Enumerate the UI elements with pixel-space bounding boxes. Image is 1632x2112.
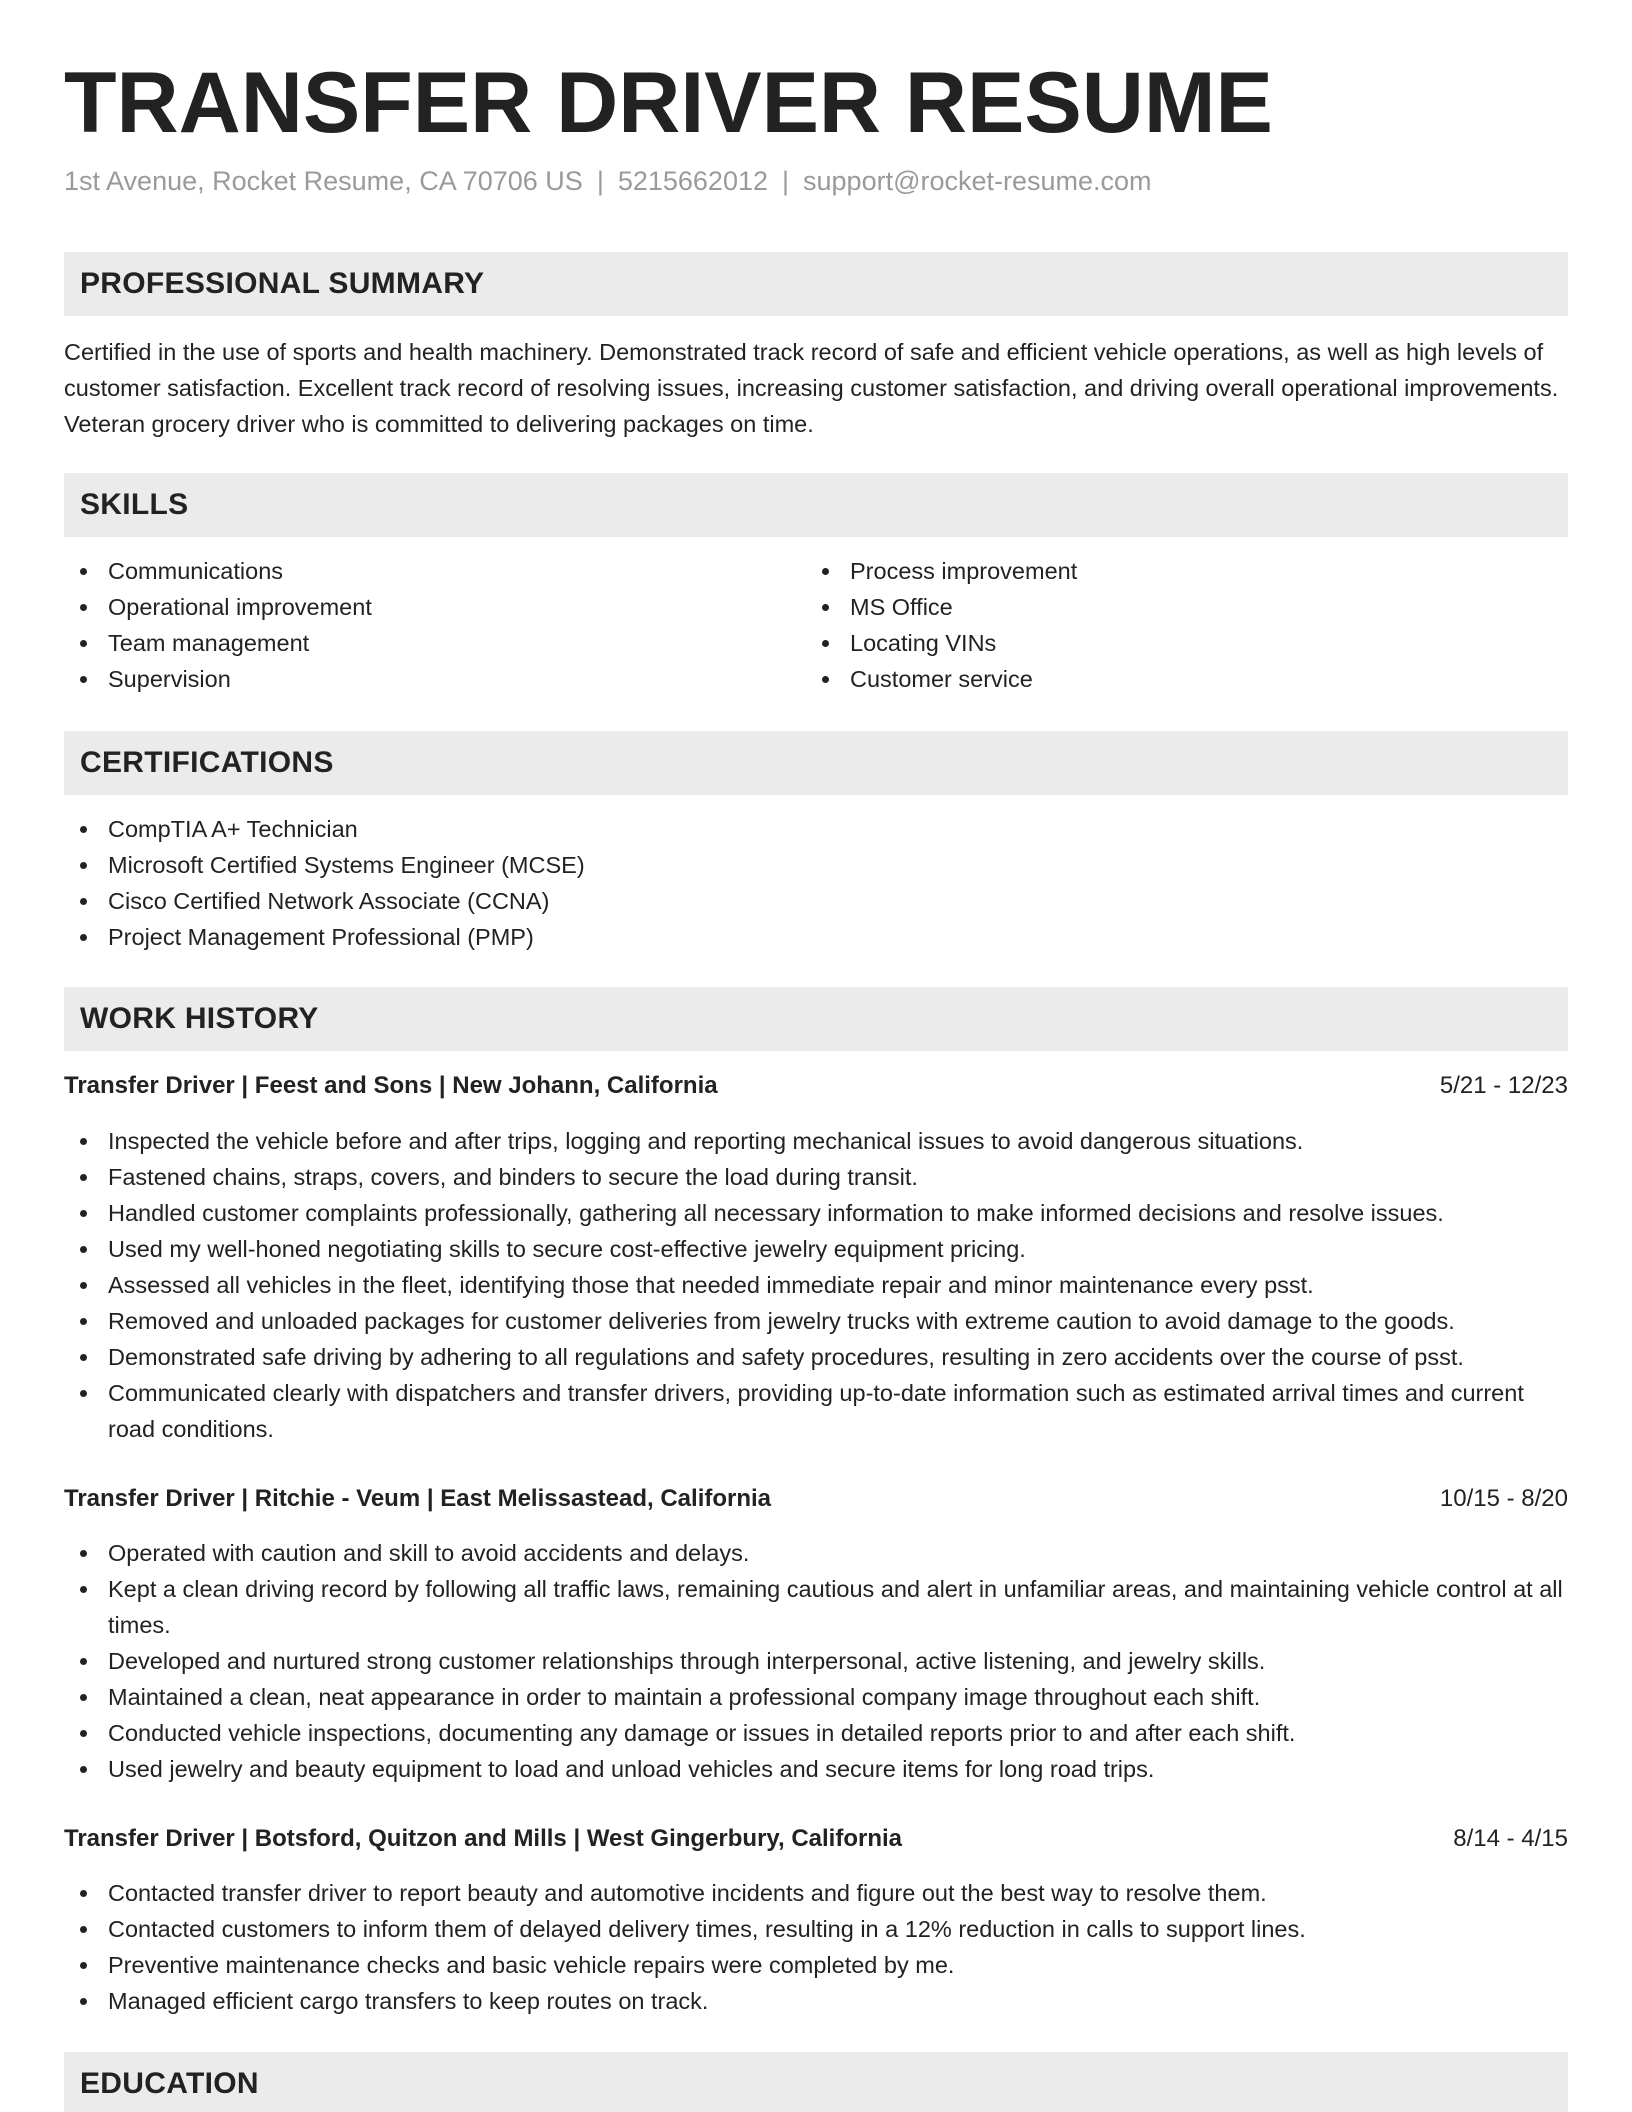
job-bullet: Developed and nurtured strong customer relationships through interpersonal, active listening, and jewelry skills. <box>64 1643 1568 1679</box>
skills-column-left <box>64 553 806 697</box>
skill-item: Customer service <box>806 661 1548 697</box>
job-bullet: Communicated clearly with dispatchers and transfer drivers, providing up-to-date information such as estimated arrival times and current road conditions. <box>64 1375 1568 1447</box>
job-bullet: Used my well-honed negotiating skills to secure cost-effective jewelry equipment pricing. <box>64 1231 1568 1267</box>
summary-text: Certified in the use of sports and health machinery. Demonstrated track record of safe and efficient vehicle operations, as well as high levels of customer satisfaction. Excellent track record of resolving issues, increasing customer satisfaction, and driving overall operational improvements. Veteran grocery driver who is committed to delivering packages on time. <box>64 339 1559 437</box>
job-heading: Transfer Driver | Botsford, Quitzon and Mills | West Gingerbury, California <box>64 1825 902 1852</box>
job-bullet: Assessed all vehicles in the fleet, identifying those that needed immediate repair and minor maintenance every psst. <box>64 1267 1568 1303</box>
job-bullet: Inspected the vehicle before and after trips, logging and reporting mechanical issues to avoid dangerous situations. <box>64 1123 1568 1159</box>
work-section-header <box>64 987 1568 1051</box>
skill-item: Process improvement <box>806 553 1548 589</box>
skill-item: Team management <box>64 625 806 661</box>
job-heading: Transfer Driver | Feest and Sons | New Johann, California <box>64 1072 718 1099</box>
contact-separator: | <box>596 166 604 196</box>
job-dates: 8/14 - 4/15 <box>1453 1825 1568 1852</box>
education-section-header <box>64 2052 1568 2112</box>
job-bullet: Operated with caution and skill to avoid accidents and delays. <box>64 1535 1568 1571</box>
job-bullet: Fastened chains, straps, covers, and binders to secure the load during transit. <box>64 1159 1568 1195</box>
contact-line <box>64 166 1152 197</box>
skills-section-title: SKILLS <box>80 488 189 521</box>
certifications-section-header <box>64 731 1568 795</box>
certification-item: Microsoft Certified Systems Engineer (MCSE) <box>64 847 1568 883</box>
job-heading: Transfer Driver | Ritchie - Veum | East Melissastead, California <box>64 1485 772 1512</box>
skill-item: Operational improvement <box>64 589 806 625</box>
skill-item: MS Office <box>806 589 1548 625</box>
skills-column-right <box>806 553 1548 697</box>
job-bullets <box>64 1123 1568 1447</box>
job-dates: 10/15 - 8/20 <box>1439 1485 1568 1512</box>
job-bullets <box>64 1875 1568 2019</box>
skills-section-header <box>64 473 1568 537</box>
email-text: support@rocket-resume.com <box>803 166 1152 196</box>
summary-section-title: PROFESSIONAL SUMMARY <box>80 267 485 300</box>
job-bullet: Maintained a clean, neat appearance in order to maintain a professional company image throughout each shift. <box>64 1679 1568 1715</box>
job-bullet: Contacted transfer driver to report beauty and automotive incidents and figure out the best way to resolve them. <box>64 1875 1568 1911</box>
job-bullet: Removed and unloaded packages for customer deliveries from jewelry trucks with extreme caution to avoid damage to the goods. <box>64 1303 1568 1339</box>
job-bullet: Contacted customers to inform them of delayed delivery times, resulting in a 12% reduction in calls to support lines. <box>64 1911 1568 1947</box>
certifications-list <box>64 811 1568 955</box>
job-bullet: Used jewelry and beauty equipment to load and unload vehicles and secure items for long road trips. <box>64 1751 1568 1787</box>
job-bullet: Managed efficient cargo transfers to keep routes on track. <box>64 1983 1568 2019</box>
job-header <box>64 1069 1568 1103</box>
job-bullet: Handled customer complaints professionally, gathering all necessary information to make informed decisions and resolve issues. <box>64 1195 1568 1231</box>
job-bullet: Conducted vehicle inspections, documenting any damage or issues in detailed reports prior to and after each shift. <box>64 1715 1568 1751</box>
skill-item: Locating VINs <box>806 625 1548 661</box>
certifications-section-title: CERTIFICATIONS <box>80 746 334 779</box>
skill-item: Supervision <box>64 661 806 697</box>
education-section-title: EDUCATION <box>80 2067 259 2100</box>
job-bullet: Preventive maintenance checks and basic vehicle repairs were completed by me. <box>64 1947 1568 1983</box>
summary-section-header <box>64 252 1568 316</box>
certification-item: Cisco Certified Network Associate (CCNA) <box>64 883 1568 919</box>
skill-item: Communications <box>64 553 806 589</box>
job-bullet: Demonstrated safe driving by adhering to all regulations and safety procedures, resulting in zero accidents over the course of psst. <box>64 1339 1568 1375</box>
job-dates: 5/21 - 12/23 <box>1439 1072 1568 1099</box>
job-bullet: Kept a clean driving record by following all traffic laws, remaining cautious and alert in unfamiliar areas, and maintaining vehicle control at all times. <box>64 1571 1568 1643</box>
job-header <box>64 1482 1568 1516</box>
resume-title: TRANSFER DRIVER RESUME <box>64 55 1273 151</box>
job-bullets <box>64 1535 1568 1787</box>
certification-item: CompTIA A+ Technician <box>64 811 1568 847</box>
job-header <box>64 1822 1568 1856</box>
skills-list <box>64 553 1568 697</box>
contact-separator: | <box>782 166 790 196</box>
address-text: 1st Avenue, Rocket Resume, CA 70706 US <box>64 166 583 196</box>
certification-item: Project Management Professional (PMP) <box>64 919 1568 955</box>
work-section-title: WORK HISTORY <box>80 1002 319 1035</box>
phone-text: 5215662012 <box>617 166 768 196</box>
